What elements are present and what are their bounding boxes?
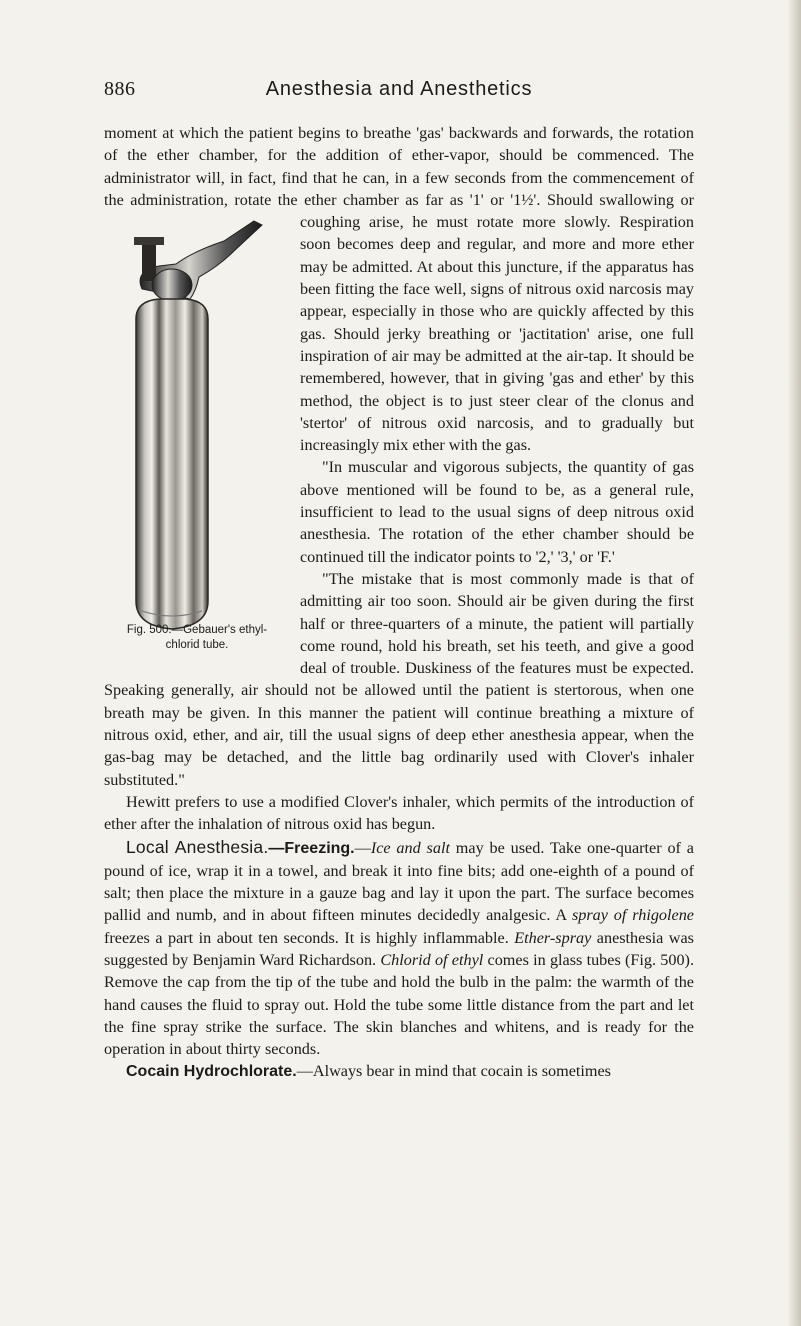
- figure-caption: [104, 623, 290, 653]
- paragraph-1-part-a: moment at which the patient begins to breathe 'gas' backwards and forwards, the rotation of the ether chamber, for the addition of ether-vapor, should be commenced. The administrator will, in fact, find that he can, in a few seconds from the commencement of the administration, rotate the ether chamber as far as '1' or '1½'.: [104, 124, 694, 209]
- dash: —: [354, 838, 371, 857]
- term-ether-spray: Ether-spray: [514, 928, 592, 947]
- text-segment: freezes a part in about ten seconds. It is highly inflammable.: [104, 928, 515, 947]
- paragraph-cocain: [104, 1060, 694, 1083]
- ethyl-chlorid-tube-illustration: [104, 211, 294, 631]
- paragraph-local-anesthesia: [104, 836, 694, 1061]
- paragraph-quote-1: "In muscular and vigorous subjects, the quantity of gas above mentioned will be found to be, as a general rule, insufficient to lead to the usual signs of deep nitrous oxid anesthesia. The rotation of the ether chamber should be continued till the indicator points to '2,' '3,' or 'F.': [300, 458, 694, 566]
- figure-500: [104, 211, 294, 661]
- text-segment: comes in glass tubes (Fig. 500). Remove the cap from the tip of the tube and hold the bulb in the palm: the warmth of the hand causes the fluid to spray out. Hold the tube some little distance from the part and let the fine spray strike the surface. The skin blanches and whitens, and is ready for the operation in about thirty seconds.: [104, 950, 694, 1059]
- heading-cocain-hydrochlorate: Cocain Hydrochlorate.: [126, 1063, 297, 1081]
- running-title: Anesthesia and Anesthetics: [265, 78, 533, 100]
- heading-local-anesthesia: Local Anesthesia.: [126, 836, 269, 857]
- text-segment: anesthesia was suggested by Benjamin Ward Richardson.: [104, 928, 694, 969]
- caption-line-1: Fig. 500.—Gebauer's ethyl-: [126, 624, 268, 637]
- text-segment: —Always bear in mind that cocain is sometimes: [296, 1062, 611, 1081]
- page-number: 886: [104, 78, 136, 100]
- body-text: [104, 122, 694, 1084]
- term-ice-and-salt: Ice and salt: [370, 838, 450, 857]
- term-spray-of-rhigolene: spray of rhigolene: [571, 906, 694, 925]
- paragraph-quote-2: "The mistake that is most commonly made is that of admitting air too soon. Should air be given during the first half or three-quarters of a minute, the patient will partially come round, hold his breath, set his teeth, and give a good deal of trouble. Duskiness of the features must be expected. Speaking generally, air should not be allowed until the patient is stertorous, when one breath may be given. In this manner the patient will continue breathing a mixture of nitrous oxid, ether, and air, till the usual signs of deep ether anesthesia appear, when the gas-bag may be detached, and the little bag ordinarily used with Clover's inhaler substituted.": [104, 569, 694, 789]
- term-chlorid-of-ethyl: Chlorid of ethyl: [380, 950, 484, 969]
- paragraph-1-part-b: Should swallowing or coughing arise, he must rotate more slowly. Respiration soon becomes deep and regular, and more and more ether may be admitted. At about this juncture, if the apparatus has been fitting the face well, signs of nitrous oxid narcosis may appear, especially in those who are quickly affected by this gas. Should jerky breathing or 'jactitation' arise, one full inspiration of air may be admitted at the air-tap. It should be remembered, however, that in giving 'gas and ether' by this method, the object is to just steer clear of the clonus and 'stertor' of nitrous oxid narcosis, and to gradually but increasingly mix ether with the gas.: [300, 190, 695, 455]
- text-segment: may be used. Take one-quarter of a pound of ice, wrap it in a towel, and break it into fine bits; add one-eighth of a pound of salt; then place the mixture in a gauze bag and lay it upon the part. The surface becomes pallid and numb, and in about fifteen minutes decidedly analgesic. A: [104, 838, 694, 925]
- paragraph-hewitt: Hewitt prefers to use a modified Clover's inhaler, which permits of the introduction of ether after the inhalation of nitrous oxid has begun.: [104, 792, 694, 834]
- caption-line-2: chlorid tube.: [165, 639, 229, 652]
- page-header: [104, 78, 694, 108]
- subheading-freezing: —Freezing.: [268, 839, 355, 857]
- page-edge-shadow: [787, 0, 801, 1326]
